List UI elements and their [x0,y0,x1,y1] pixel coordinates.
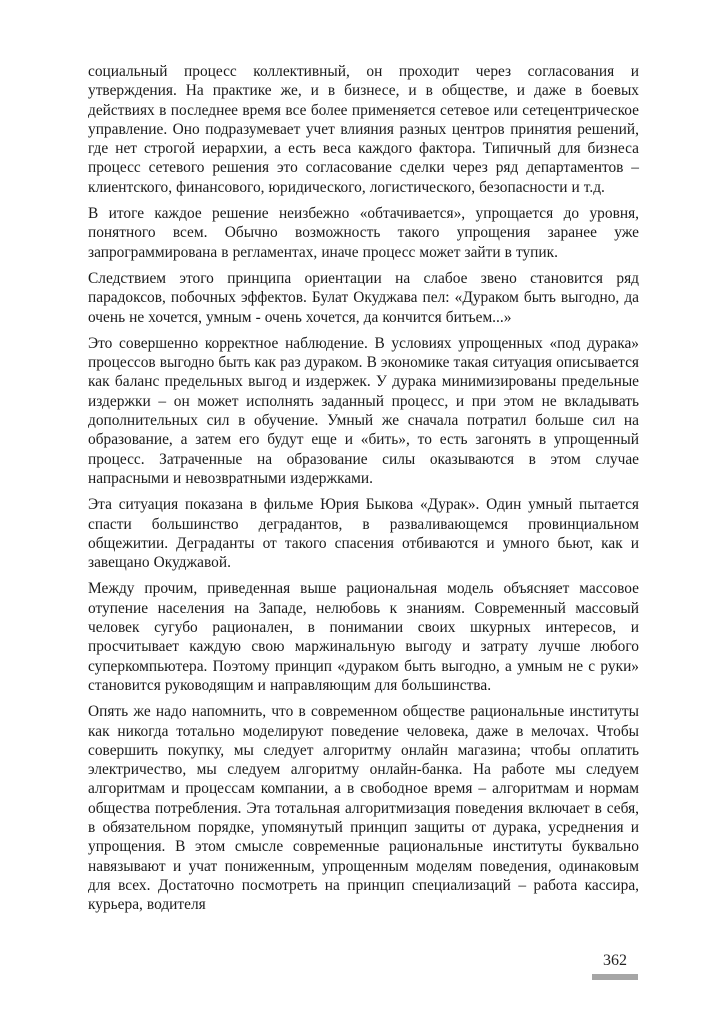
page-body [88,62,639,921]
page-number: 362 [603,952,627,969]
paragraph-7: Опять же надо напомнить, что в современном обществе рациональные институты как никогда тотально моделируют поведение человека, даже в мелочах. Чтобы совершить покупку, мы следует алгоритму онлайн магазина; чтобы оплатить электричество, мы следуем алгоритму онлайн-банка. На работе мы следуем алгоритмам и процессам компании, а в свободное время – алгоритмам и нормам общества потребления. Эта тотальная алгоритмизация поведения включает в себя, в обязательном порядке, упомянутый принцип защиты от дурака, усреднения и упрощения. В этом смысле современные рациональные институты буквально навязывают и учат пониженным, упрощенным моделям поведения, одинаковым для всех. Достаточно посмотреть на принцип специализаций – работа кассира, курьера, водителя [88,703,639,914]
paragraph-2: В итоге каждое решение неизбежно «обтачивается», упрощается до уровня, понятного всем. Обычно возможность такого упрощения заранее уже запрограммирована в регламентах, иначе процесс может зайти в тупик. [88,205,639,261]
paragraph-3: Следствием этого принципа ориентации на слабое звено становится ряд парадоксов, побочных эффектов. Булат Окуджава пел: «Дураком быть выгодно, да очень не хочется, умным - очень хочется, да кончится битьем...» [88,269,639,326]
paragraph-1: социальный процесс коллективный, он проходит через согласования и утверждения. На практике же, и в бизнесе, и в обществе, и даже в боевых действиях в последнее время все более применяется сетевое или сетецентрическое управление. Оно подразумевает учет влияния разных центров принятия решений, где нет строгой иерархии, а есть веса каждого фактора. Типичный для бизнеса процесс сетевого решения это согласование сделки через ряд департаментов – клиентского, финансового, юридического, логистического, безопасности и т.д. [88,63,639,196]
paragraph-4: Это совершенно корректное наблюдение. В условиях упрощенных «под дурака» процессов выгодно быть как раз дураком. В экономике такая ситуация описывается как баланс предельных выгод и издержек. У дурака минимизированы предельные издержки – он может исполнять заданный процесс, и при этом не вкладывать дополнительных сил в обучение. Умный же сначала потратил больше сил на образование, а затем его будут еще и «бить», то есть загонять в упрощенный процесс. Затраченные на образование силы оказываются в этом случае напрасными и невозвратными издержками. [88,334,639,487]
paragraph-5: Эта ситуация показана в фильме Юрия Быкова «Дурак». Один умный пытается спасти большинство деградантов, в разваливающемся провинциальном общежитии. Деграданты от такого спасения отбиваются и умного бьют, как и завещано Окуджавой. [88,496,639,572]
page-number-bar [592,974,638,980]
paragraph-6: Между прочим, приведенная выше рациональная модель объясняет массовое отупение населения на Западе, нелюбовь к знаниям. Современный массовый человек сугубо рационален, в понимании своих шкурных интересов, и просчитывает каждую свою маржинальную выгоду и затрату лучше любого суперкомпьютера. Поэтому принцип «дураком быть выгодно, а умным не с руки» становится руководящим и направляющим для большинства. [88,580,639,694]
